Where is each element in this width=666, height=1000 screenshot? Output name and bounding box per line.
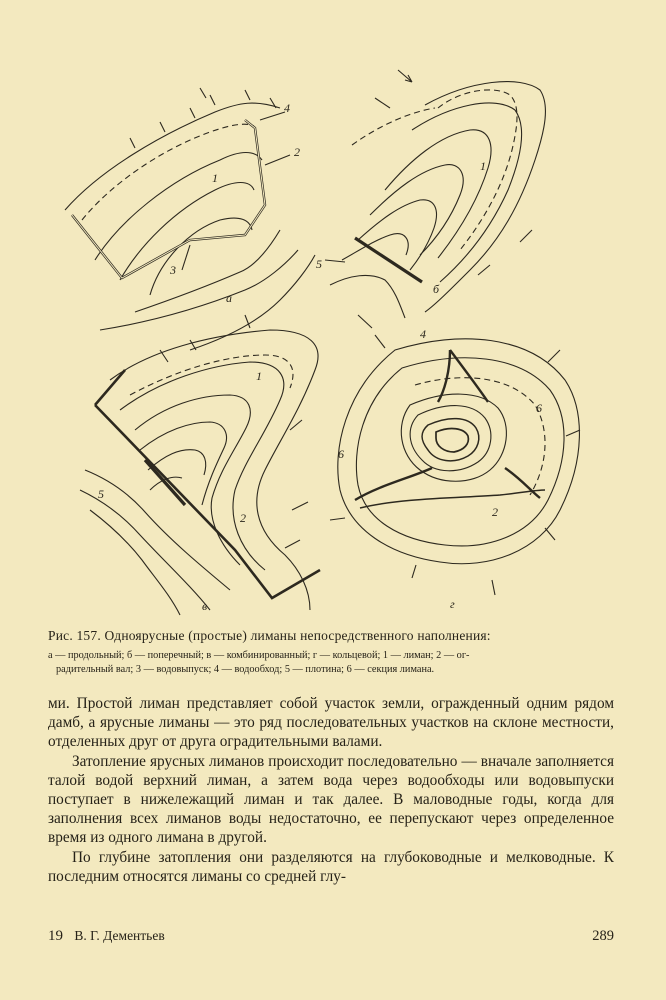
- paragraph-1: ми. Простой лиман представляет собой участок земли, огражденный одним рядом дамб, а ярусные лиманы — это ряд последовательных участков на склоне местности, отделенных друг от друга оградительными валами.: [48, 695, 614, 751]
- callout-g-2: 2: [492, 505, 498, 519]
- paragraph-2: Затопление ярусных лиманов происходит последовательно — вначале заполняется талой водой верхний лиман, а затем вода через водообходы или водовыпуски поступает в нижележащий лиман и так далее. В маловодные годы, когда для заполнения всех лиманов воды недостаточно, ее перепускают через определенное время из одного лимана в другой.: [48, 752, 614, 847]
- callout-v-5: 5: [98, 487, 104, 501]
- figure-caption-legend: [48, 649, 618, 676]
- callout-a-2: 2: [294, 145, 300, 159]
- panel-letter-v: в: [202, 599, 208, 613]
- panel-v-diagram: [80, 315, 320, 615]
- callout-g-6-right: 6: [536, 401, 542, 415]
- callout-a-1: 1: [212, 171, 218, 185]
- author-name: В. Г. Дементьев: [74, 928, 165, 943]
- figure-157-drawing: [40, 50, 630, 622]
- callout-b-1: 1: [480, 159, 486, 173]
- panel-letter-b: б: [433, 282, 440, 296]
- figure-caption-title: Рис. 157. Одноярусные (простые) лиманы непосредственного наполнения:: [48, 628, 491, 643]
- callout-g-4: 4: [420, 327, 426, 341]
- paragraph-3: По глубине затопления они разделяются на глубоководные и мелководные. К последним относятся лиманы со средней глу-: [48, 848, 614, 885]
- legend-line-2: радительный вал; 3 — водовыпуск; 4 — водообход; 5 — плотина; 6 — секция лимана.: [56, 663, 435, 675]
- legend-line-1: а — продольный; б — поперечный; в — комбинированный; г — кольцевой; 1 — лиман; 2 — ог-: [48, 650, 470, 661]
- printer-signature-number: 19: [48, 928, 63, 944]
- page-footer-signature: [48, 928, 165, 945]
- callout-b-5: 5: [316, 257, 322, 271]
- callout-a-3: 3: [170, 263, 176, 277]
- callout-a-4: 4: [284, 101, 290, 115]
- callout-v-2: 2: [240, 511, 246, 525]
- panel-letter-a: а: [226, 291, 232, 305]
- body-text: [48, 694, 614, 886]
- panel-g-diagram: [330, 335, 580, 595]
- panel-letter-g: г: [450, 597, 455, 611]
- callout-v-1: 1: [256, 369, 262, 383]
- callout-g-6-left: 6: [338, 447, 344, 461]
- panel-a-diagram: [65, 88, 315, 350]
- page-number: 289: [592, 928, 614, 944]
- figure-157: [40, 50, 630, 622]
